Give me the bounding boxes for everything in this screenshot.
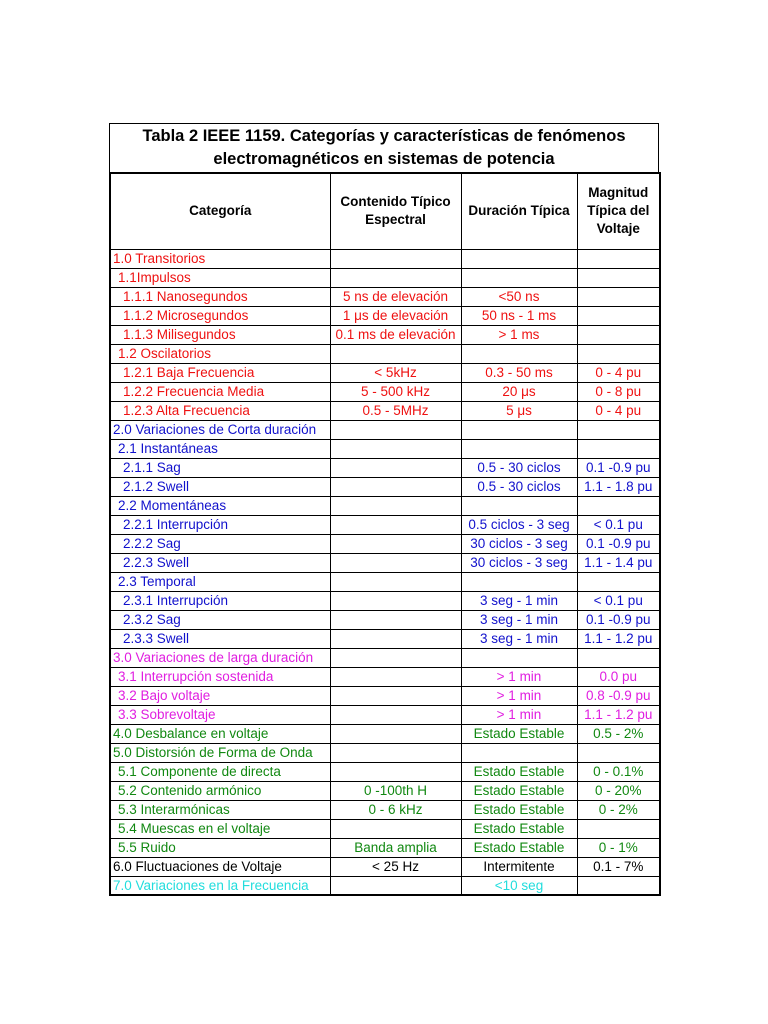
table-row	[110, 496, 660, 515]
cell-category: 2.1.1 Sag	[110, 458, 330, 477]
cell-category: 2.3.2 Sag	[110, 610, 330, 629]
cell-spectral-content	[330, 876, 461, 895]
table-row	[110, 553, 660, 572]
table-row	[110, 876, 660, 895]
cell-spectral-content	[330, 268, 461, 287]
cell-duration: Estado Estable	[461, 800, 577, 819]
cell-magnitude: 0 - 0.1%	[577, 762, 660, 781]
cell-magnitude: < 0.1 pu	[577, 591, 660, 610]
cell-category: 2.1.2 Swell	[110, 477, 330, 496]
cell-category: 5.1 Componente de directa	[110, 762, 330, 781]
table-row	[110, 249, 660, 268]
table-row	[110, 838, 660, 857]
cell-magnitude	[577, 287, 660, 306]
cell-spectral-content: 5 - 500 kHz	[330, 382, 461, 401]
cell-duration	[461, 496, 577, 515]
cell-spectral-content: Banda amplia	[330, 838, 461, 857]
cell-magnitude	[577, 344, 660, 363]
cell-category: 7.0 Variaciones en la Frecuencia	[110, 876, 330, 895]
cell-duration	[461, 344, 577, 363]
cell-category: 2.2.1 Interrupción	[110, 515, 330, 534]
cell-category: 3.1 Interrupción sostenida	[110, 667, 330, 686]
cell-category: 6.0 Fluctuaciones de Voltaje	[110, 857, 330, 876]
phenomena-table	[109, 172, 661, 896]
table-row	[110, 306, 660, 325]
cell-category: 3.3 Sobrevoltaje	[110, 705, 330, 724]
table-row	[110, 439, 660, 458]
cell-category: 5.0 Distorsión de Forma de Onda	[110, 743, 330, 762]
cell-spectral-content: < 25 Hz	[330, 857, 461, 876]
cell-category: 1.2.2 Frecuencia Media	[110, 382, 330, 401]
cell-category: 2.2.2 Sag	[110, 534, 330, 553]
cell-spectral-content	[330, 648, 461, 667]
table-title-line-1: Tabla 2 IEEE 1159. Categorías y características de fenómenos	[142, 127, 626, 145]
cell-magnitude: 0.8 -0.9 pu	[577, 686, 660, 705]
table-row	[110, 477, 660, 496]
cell-spectral-content: < 5kHz	[330, 363, 461, 382]
cell-category: 1.2 Oscilatorios	[110, 344, 330, 363]
cell-category: 2.2 Momentáneas	[110, 496, 330, 515]
cell-magnitude	[577, 743, 660, 762]
cell-category: 1.1.2 Microsegundos	[110, 306, 330, 325]
cell-category: 5.4 Muescas en el voltaje	[110, 819, 330, 838]
cell-magnitude: 1.1 - 1.8 pu	[577, 477, 660, 496]
cell-duration: > 1 min	[461, 686, 577, 705]
cell-magnitude	[577, 249, 660, 268]
cell-duration: 0.5 ciclos - 3 seg	[461, 515, 577, 534]
cell-magnitude: 0.0 pu	[577, 667, 660, 686]
cell-spectral-content	[330, 553, 461, 572]
table-row	[110, 800, 660, 819]
header-row	[110, 173, 660, 249]
cell-category: 1.1.1 Nanosegundos	[110, 287, 330, 306]
table-row	[110, 325, 660, 344]
cell-spectral-content	[330, 629, 461, 648]
cell-duration: 0.3 - 50 ms	[461, 363, 577, 382]
cell-duration: Estado Estable	[461, 838, 577, 857]
table-row	[110, 819, 660, 838]
cell-magnitude	[577, 496, 660, 515]
cell-category: 2.0 Variaciones de Corta duración	[110, 420, 330, 439]
table-row	[110, 667, 660, 686]
table-row	[110, 401, 660, 420]
cell-category: 2.3 Temporal	[110, 572, 330, 591]
table-row	[110, 610, 660, 629]
cell-duration: <10 seg	[461, 876, 577, 895]
cell-spectral-content	[330, 420, 461, 439]
cell-duration: 20 μs	[461, 382, 577, 401]
cell-category: 1.0 Transitorios	[110, 249, 330, 268]
cell-spectral-content	[330, 477, 461, 496]
cell-category: 2.2.3 Swell	[110, 553, 330, 572]
cell-spectral-content: 1 μs de elevación	[330, 306, 461, 325]
table-row	[110, 762, 660, 781]
cell-magnitude	[577, 439, 660, 458]
cell-spectral-content	[330, 344, 461, 363]
header-spectral-content: Contenido Típico Espectral	[330, 173, 461, 249]
cell-magnitude: 1.1 - 1.2 pu	[577, 629, 660, 648]
cell-spectral-content	[330, 439, 461, 458]
header-magnitude: Magnitud Típica del Voltaje	[577, 173, 660, 249]
cell-category: 5.5 Ruido	[110, 838, 330, 857]
cell-magnitude: 0.1 - 7%	[577, 857, 660, 876]
cell-magnitude	[577, 819, 660, 838]
cell-spectral-content	[330, 705, 461, 724]
table-row	[110, 629, 660, 648]
cell-duration: 5 μs	[461, 401, 577, 420]
cell-magnitude: 0.1 -0.9 pu	[577, 534, 660, 553]
cell-magnitude	[577, 306, 660, 325]
cell-spectral-content	[330, 610, 461, 629]
cell-duration: Estado Estable	[461, 762, 577, 781]
cell-spectral-content	[330, 819, 461, 838]
cell-magnitude	[577, 572, 660, 591]
cell-duration: 30 ciclos - 3 seg	[461, 553, 577, 572]
cell-magnitude: 0 - 8 pu	[577, 382, 660, 401]
cell-duration: Intermitente	[461, 857, 577, 876]
table-row	[110, 363, 660, 382]
table-title	[109, 123, 659, 172]
cell-magnitude: 0.1 -0.9 pu	[577, 458, 660, 477]
cell-magnitude: 0 - 2%	[577, 800, 660, 819]
cell-spectral-content	[330, 534, 461, 553]
table-row	[110, 572, 660, 591]
cell-magnitude	[577, 325, 660, 344]
cell-category: 4.0 Desbalance en voltaje	[110, 724, 330, 743]
cell-spectral-content: 0 -100th H	[330, 781, 461, 800]
cell-duration	[461, 268, 577, 287]
table-row	[110, 705, 660, 724]
cell-spectral-content: 0.1 ms de elevación	[330, 325, 461, 344]
cell-duration	[461, 648, 577, 667]
cell-category: 1.2.1 Baja Frecuencia	[110, 363, 330, 382]
cell-spectral-content: 0.5 - 5MHz	[330, 401, 461, 420]
table-container	[109, 123, 659, 896]
cell-spectral-content	[330, 591, 461, 610]
cell-spectral-content: 0 - 6 kHz	[330, 800, 461, 819]
cell-duration: 30 ciclos - 3 seg	[461, 534, 577, 553]
cell-duration	[461, 420, 577, 439]
cell-duration: 3 seg - 1 min	[461, 591, 577, 610]
header-duration: Duración Típica	[461, 173, 577, 249]
cell-duration: 3 seg - 1 min	[461, 610, 577, 629]
cell-category: 5.2 Contenido armónico	[110, 781, 330, 800]
cell-spectral-content	[330, 249, 461, 268]
table-row	[110, 515, 660, 534]
cell-magnitude: 0 - 20%	[577, 781, 660, 800]
table-row	[110, 686, 660, 705]
cell-category: 1.1.3 Milisegundos	[110, 325, 330, 344]
cell-spectral-content	[330, 667, 461, 686]
cell-duration: > 1 min	[461, 705, 577, 724]
cell-magnitude: 0.5 - 2%	[577, 724, 660, 743]
table-row	[110, 534, 660, 553]
cell-spectral-content	[330, 458, 461, 477]
cell-duration: 3 seg - 1 min	[461, 629, 577, 648]
cell-duration	[461, 439, 577, 458]
cell-magnitude: 0.1 -0.9 pu	[577, 610, 660, 629]
cell-duration: <50 ns	[461, 287, 577, 306]
table-row	[110, 287, 660, 306]
cell-spectral-content	[330, 496, 461, 515]
cell-category: 1.2.3 Alta Frecuencia	[110, 401, 330, 420]
cell-category: 2.3.1 Interrupción	[110, 591, 330, 610]
cell-duration: 0.5 - 30 ciclos	[461, 477, 577, 496]
table-row	[110, 382, 660, 401]
cell-magnitude: 0 - 4 pu	[577, 401, 660, 420]
table-row	[110, 591, 660, 610]
cell-duration: Estado Estable	[461, 781, 577, 800]
cell-duration: > 1 ms	[461, 325, 577, 344]
cell-duration: 50 ns - 1 ms	[461, 306, 577, 325]
cell-category: 1.1Impulsos	[110, 268, 330, 287]
cell-magnitude: 0 - 4 pu	[577, 363, 660, 382]
cell-duration	[461, 743, 577, 762]
table-row	[110, 344, 660, 363]
cell-duration	[461, 572, 577, 591]
cell-magnitude	[577, 420, 660, 439]
table-row	[110, 724, 660, 743]
table-row	[110, 268, 660, 287]
cell-spectral-content	[330, 686, 461, 705]
table-row	[110, 743, 660, 762]
cell-magnitude: 0 - 1%	[577, 838, 660, 857]
cell-magnitude	[577, 876, 660, 895]
cell-magnitude: < 0.1 pu	[577, 515, 660, 534]
cell-category: 3.2 Bajo voltaje	[110, 686, 330, 705]
cell-duration: > 1 min	[461, 667, 577, 686]
cell-spectral-content: 5 ns de elevación	[330, 287, 461, 306]
cell-spectral-content	[330, 572, 461, 591]
cell-magnitude: 1.1 - 1.4 pu	[577, 553, 660, 572]
cell-spectral-content	[330, 743, 461, 762]
cell-spectral-content	[330, 515, 461, 534]
table-body	[110, 249, 660, 895]
cell-category: 2.1 Instantáneas	[110, 439, 330, 458]
cell-category: 5.3 Interarmónicas	[110, 800, 330, 819]
cell-duration: 0.5 - 30 ciclos	[461, 458, 577, 477]
cell-category: 3.0 Variaciones de larga duración	[110, 648, 330, 667]
table-row	[110, 458, 660, 477]
cell-magnitude: 1.1 - 1.2 pu	[577, 705, 660, 724]
table-row	[110, 420, 660, 439]
cell-duration: Estado Estable	[461, 724, 577, 743]
table-title-line-2: electromagnéticos en sistemas de potencia	[213, 150, 555, 168]
cell-duration: Estado Estable	[461, 819, 577, 838]
table-row	[110, 781, 660, 800]
cell-magnitude	[577, 268, 660, 287]
cell-category: 2.3.3 Swell	[110, 629, 330, 648]
cell-spectral-content	[330, 762, 461, 781]
cell-duration	[461, 249, 577, 268]
table-row	[110, 648, 660, 667]
cell-spectral-content	[330, 724, 461, 743]
header-category: Categoría	[110, 173, 330, 249]
cell-magnitude	[577, 648, 660, 667]
table-row	[110, 857, 660, 876]
